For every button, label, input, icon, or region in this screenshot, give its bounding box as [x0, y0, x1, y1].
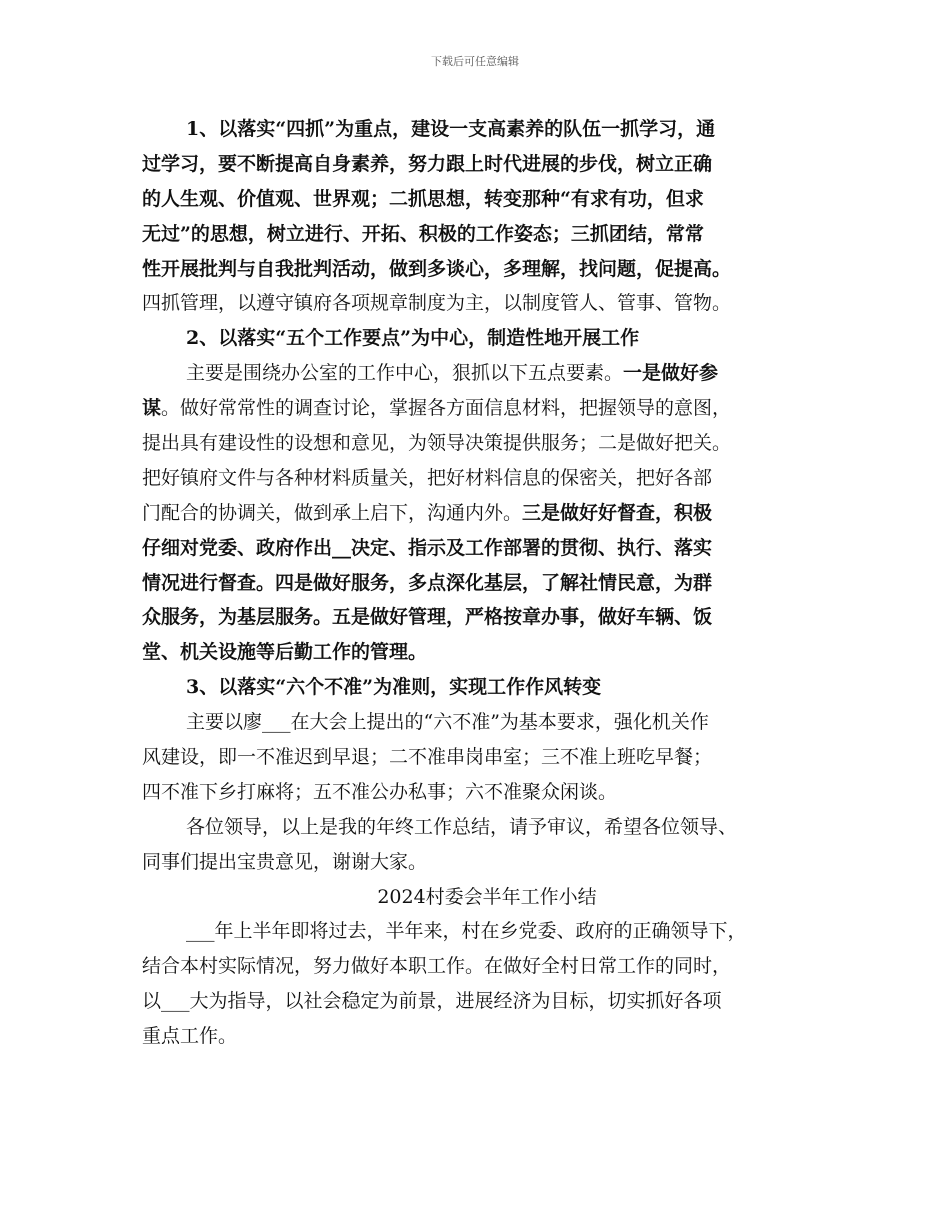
text-line: 结合本村实际情况，努力做好本职工作。在做好全村日常工作的同时，: [142, 955, 732, 978]
text-line: 四抓管理，以遵守镇府各项规章制度为主，以制度管人、管事、管物。: [142, 292, 732, 315]
text-span: 。做好常常性的调查讨论，掌握各方面信息材料，把握领导的意图，: [161, 397, 732, 420]
text-line: 性开展批判与自我批判活动，做到多谈心，多理解，找问题，促提高。: [142, 257, 732, 280]
text-line: 各位领导，以上是我的年终工作总结，请予审议，希望各位领导、: [186, 815, 738, 838]
text-line: 众服务，为基层服务。五是做好管理，严格按章办事，做好车辆、饭: [142, 606, 713, 629]
text-line: 以___大为指导，以社会稳定为前景，进展经济为目标，切实抓好各项: [142, 990, 722, 1013]
text-line: [142, 391, 832, 426]
text-line: 过学习，要不断提高自身素养，努力跟上时代进展的步伐，树立正确: [142, 152, 713, 175]
text-line: [142, 356, 832, 391]
text-line: [142, 496, 832, 531]
text-line: 的人生观、价值观、世界观；二抓思想，转变那种“有求有功，但求: [142, 187, 704, 210]
text-line: ___年上半年即将过去，半年来，村在乡党委、政府的正确领导下，: [186, 920, 747, 943]
text-line: 四不准下乡打麻将；五不准公办私事；六不准聚众闲谈。: [142, 780, 618, 803]
section-title: 2024村委会半年工作小结: [377, 885, 597, 908]
text-line: 把好镇府文件与各种材料质量关，把好材料信息的保密关，把好各部: [142, 466, 713, 489]
text-line: 3、以落实“六个不准”为准则，实现工作作风转变: [186, 676, 602, 699]
text-line: 主要以廖___在大会上提出的“六不准”为基本要求，强化机关作: [186, 711, 709, 734]
text-line: 无过”的思想，树立进行、开拓、积极的工作姿态；三抓团结，常常: [142, 222, 704, 245]
text-line: 2、以落实“五个工作要点”为中心，制造性地开展工作: [186, 327, 640, 350]
text-line: 1、以落实“四抓”为重点，建设一支高素养的队伍一抓学习，通: [186, 118, 716, 140]
text-line: 堂、机关设施等后勤工作的管理。: [142, 641, 428, 664]
text-line: 风建设，即一不准迟到早退；二不准串岗串室；三不准上班吃早餐；: [142, 746, 713, 769]
text-line: 仔细对党委、政府作出__决定、指示及工作部署的贯彻、执行、落实: [142, 536, 713, 559]
text-line: 重点工作。: [142, 1025, 238, 1048]
text-span: 一是做好参: [623, 362, 719, 385]
text-span: 主要是围绕办公室的工作中心，狠抓以下五点要素。: [186, 362, 624, 385]
page-header-note: 下载后可任意编辑: [431, 55, 519, 68]
text-line: 同事们提出宝贵意见，谢谢大家。: [142, 850, 428, 873]
text-line: 提出具有建设性的设想和意见，为领导决策提供服务；二是做好把关。: [142, 432, 732, 455]
text-span: 门配合的协调关，做到承上启下，沟通内外。: [142, 501, 523, 524]
text-line: 情况进行督查。四是做好服务，多点深化基层，了解社情民意，为群: [142, 571, 713, 594]
text-span: 谋: [142, 397, 162, 420]
text-span: 三是做好好督查，积极: [522, 501, 713, 524]
document-body: [142, 112, 832, 1054]
